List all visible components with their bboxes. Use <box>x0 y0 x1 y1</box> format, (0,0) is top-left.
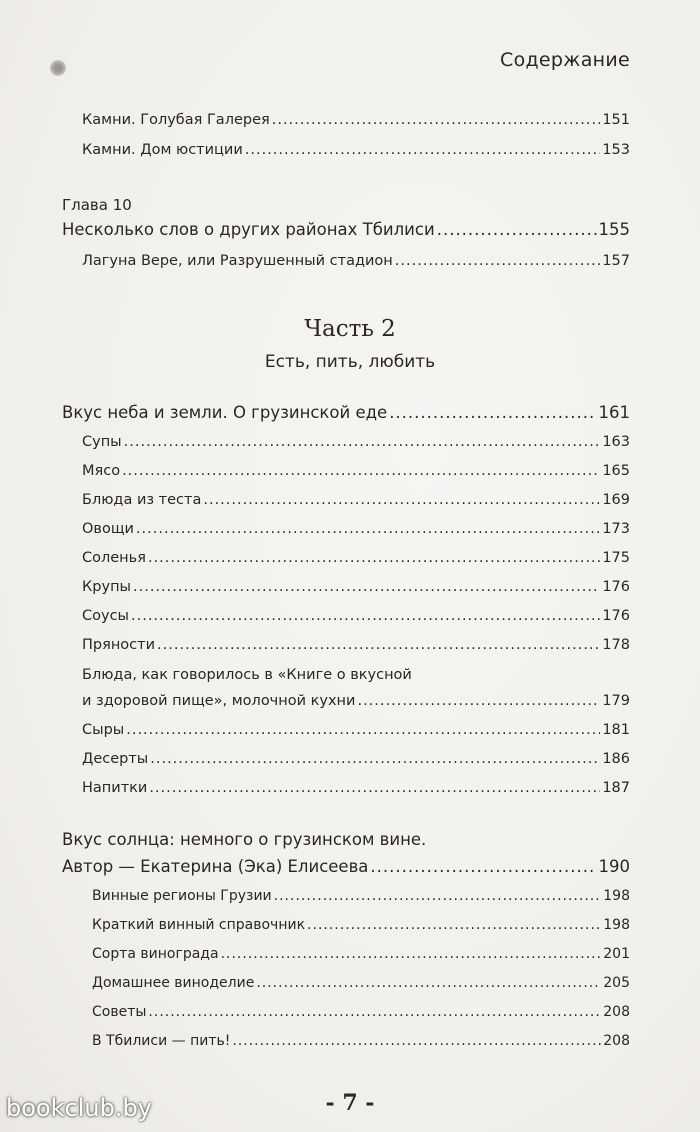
ornament-icon <box>50 60 66 76</box>
toc-entry: Краткий винный справочник ..... 198 <box>92 917 630 933</box>
toc-entry: Десерты ..... 186 <box>82 751 630 767</box>
toc-entry: Соусы ..... 176 <box>82 608 630 624</box>
toc-entry: Овощи ..... 173 <box>82 521 630 537</box>
chapter-label: Глава 10 <box>62 196 132 214</box>
toc-entry: Сыры ..... 181 <box>82 722 630 738</box>
toc-entry: Сорта винограда ..... 201 <box>92 946 630 962</box>
running-header: Содержание <box>500 49 630 71</box>
part-title: Часть 2 <box>304 316 396 342</box>
toc-entry: Супы ..... 163 <box>82 434 630 450</box>
watermark-logo: bookclub.by <box>6 1094 152 1122</box>
toc-entry: Пряности ..... 178 <box>82 637 630 653</box>
toc-section-entry: Автор — Екатерина (Эка) Елисеева ..... 190 <box>62 857 630 876</box>
toc-section-entry: Вкус неба и земли. О грузинской еде ..... 161 <box>62 403 630 422</box>
toc-entry: Соленья ..... 175 <box>82 550 630 566</box>
toc-entry: Блюда из теста ..... 169 <box>82 492 630 508</box>
toc-entry: Крупы ..... 176 <box>82 579 630 595</box>
part-subtitle: Есть, пить, любить <box>264 352 436 372</box>
toc-entry: Советы ..... 208 <box>92 1004 630 1020</box>
toc-entry: Винные регионы Грузии ..... 198 <box>92 888 630 904</box>
toc-entry: Мясо ..... 165 <box>82 463 630 479</box>
toc-entry: Домашнее виноделие ..... 205 <box>92 975 630 991</box>
toc-entry: и здоровой пище», молочной кухни ..... 179 <box>82 693 630 709</box>
toc-entry: Напитки ..... 187 <box>82 780 630 796</box>
page-number: - 7 - <box>325 1090 375 1116</box>
toc-entry: Камни. Дом юстиции ..... 153 <box>82 142 630 158</box>
toc-chapter-entry: Несколько слов о других районах Тбилиси ..... 155 <box>62 220 630 239</box>
toc-entry: Камни. Голубая Галерея ..... 151 <box>82 112 630 128</box>
toc-entry-line: Блюда, как говорилось в «Книге о вкусной <box>82 667 412 683</box>
toc-section-title-line: Вкус солнца: немного о грузинском вине. <box>62 830 427 849</box>
toc-entry: Лагуна Вере, или Разрушенный стадион ..... 157 <box>82 253 630 269</box>
toc-entry: В Тбилиси — пить! ..... 208 <box>92 1033 630 1049</box>
